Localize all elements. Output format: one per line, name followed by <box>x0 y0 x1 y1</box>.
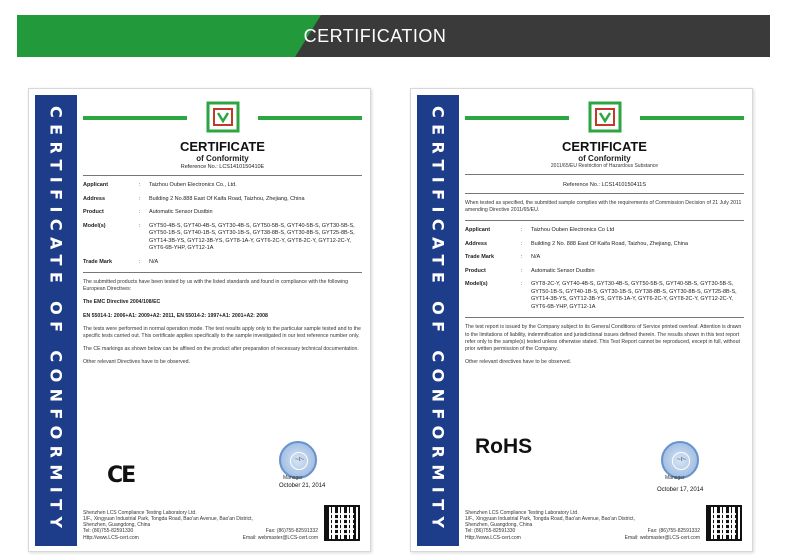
divider <box>465 317 744 318</box>
field-value: N/A <box>531 254 541 261</box>
lab-footer <box>83 510 318 541</box>
reference-number: Reference No.: LCS1410150411S <box>562 182 647 188</box>
field-key: Applicant <box>83 182 109 188</box>
footer-web: Http://www.LCS-cert.com <box>83 534 139 541</box>
logo-line-right <box>258 116 362 120</box>
field-trade-mark: Trade Mark : N/A <box>83 259 362 267</box>
qr-code-icon <box>706 505 742 541</box>
logo-row <box>83 101 362 135</box>
field-key: Applicant <box>465 227 491 234</box>
qr-code-icon <box>324 505 360 541</box>
reference-number: Reference No.: LCS1410150410E <box>180 164 265 170</box>
rohs-certificate <box>410 88 753 552</box>
certificate-title: CERTIFICATE <box>180 139 265 154</box>
logo-line-left <box>83 116 187 120</box>
rohs-mark: RoHS <box>475 435 533 458</box>
footer-fax: Fax: (86)755-82591332 <box>265 528 318 535</box>
field-address: Address : Building 2 No.888 East Of Kaifa Road, Taizhou, Zhejiang, China <box>83 196 362 204</box>
certificate-body <box>465 95 744 545</box>
certificate-subtitle: of Conformity <box>578 154 631 163</box>
field-key: Trade Mark <box>465 254 495 261</box>
field-value: Taizhou Ouben Electronics Co Ltd <box>531 227 615 234</box>
certificate-subtitle: of Conformity <box>196 154 249 163</box>
test-paragraph: The tests were performed in normal operation mode. The test results apply only to the particular sample tested and to the specific tests carried out. This certificate applies specifically to the sample investigated in our test reference number only. <box>83 325 361 340</box>
field-key: Address <box>465 240 488 247</box>
field-value: Building 2 No.888 East Of Kaifa Road, Taizhou, Zhejiang, China <box>149 195 305 202</box>
field-key: Trade Mark <box>83 258 113 265</box>
manager-label: Manager <box>665 475 685 481</box>
field-address: Address : Building 2 No. 888 East Of Kaifa Road, Taizhou, Zhejiang, China <box>465 241 744 249</box>
side-banner <box>35 95 77 546</box>
certificate-title: CERTIFICATE <box>562 139 647 154</box>
footer-lab-name: Shenzhen LCS Compliance Testing Laboratory Ltd. <box>465 509 579 516</box>
field-value: Taizhou Ouben Electronics Co., Ltd. <box>149 182 237 188</box>
compliance-paragraph: The submitted products have been tested by us with the listed standards and found in compliance with the following European Directives: <box>83 279 349 293</box>
directive-text: The EMC Directive 2004/108/EC <box>83 299 161 306</box>
issue-date: October 21, 2014 <box>279 483 326 489</box>
field-models: Model(s) : GYT8-2C-Y, GYT40-4B-S, GYT30-4B-S, GYT50-5B-S, GYT40-5B-S, GYT30-5B-S, GYT50-1B-S, GYT40-1B-S, GYT30-1B-S, GYT38-8B-S, GYT30-8B-S, GYT25-8B-S, GYT14-3B-YS, GYT12-3B-YS, GYT8-1A-Y, GYT6-2C-Y, GYT8-2C-Y, GYT12-2C-Y, GYT6-6B-YHP, GYT12-1A <box>465 281 744 311</box>
footer-address-1: 1/F., Xingyuan Industrial Park, Tongda Road, Bao'an Avenue, Bao'an District, <box>465 515 635 522</box>
divider <box>465 220 744 221</box>
side-banner <box>417 95 459 546</box>
standards-text: EN 55014-1: 2006+A1: 2009+A2: 2011, EN 55014-2: 1997+A1: 2001+A2: 2008 <box>83 312 268 319</box>
field-product: Product : Automatic Sensor Dustbin <box>465 268 744 276</box>
divider <box>83 272 362 273</box>
lab-footer <box>465 510 700 541</box>
lcs-logo-icon <box>206 101 240 133</box>
footer-address-1: 1/F., Xingyuan Industrial Park, Tongda Road, Bao'an Avenue, Bao'an District, <box>83 515 253 522</box>
divider <box>465 174 744 175</box>
field-value: GYT8-2C-Y, GYT40-4B-S, GYT30-4B-S, GYT50-5B-S, GYT40-5B-S, GYT30-5B-S, GYT50-1B-S, GYT40-1B-S, GYT30-1B-S, GYT38-8B-S, GYT30-8B-S, GYT25-8B-S, GYT14-3B-YS, GYT12-3B-YS, GYT8-1A-Y, GYT6-2C-Y, GYT8-2C-Y, GYT12-2C-Y, GYT6-6B-YHP, GYT12-1A <box>531 281 737 310</box>
field-key: Address <box>83 195 106 202</box>
logo-line-right <box>640 116 744 120</box>
footer-email: Email: webmaster@LCS-cert.com <box>624 534 700 541</box>
other-directives-paragraph: Other relevant directives have to be observed. <box>465 359 572 366</box>
ce-mark: CE <box>107 463 135 488</box>
certification-banner <box>17 15 770 57</box>
certificate-directive: 2011/65/EU Restriction of Hazardous Substance <box>550 163 659 169</box>
field-value: Building 2 No. 888 East Of Kaifa Road, Taizhou, Zhejiang, China <box>531 240 689 247</box>
field-key: Product <box>465 267 486 274</box>
logo-line-left <box>465 116 569 120</box>
intro-paragraph: When tested as specified, the submitted sample complies with the requirements of Commission Decision of 21 July 2011 amending Directive 2011/65/EU. <box>465 200 742 214</box>
ce-certificate <box>28 88 371 552</box>
field-value: Automatic Sensor Dustbin <box>531 267 595 274</box>
field-applicant: Applicant : Taizhou Ouben Electronics Co Ltd <box>465 227 744 235</box>
other-directives-paragraph: Other relevant Directives have to be observed. <box>83 359 190 366</box>
field-product: Product : Automatic Sensor Dustbin <box>83 209 362 217</box>
side-banner-text: CERTIFICATE OF CONFORMITY <box>46 106 66 535</box>
field-value: N/A <box>149 258 159 265</box>
footer-fax: Fax: (86)755-82591332 <box>647 528 700 535</box>
banner-title: CERTIFICATION <box>303 26 447 46</box>
manager-label: Manager <box>283 475 303 481</box>
field-key: Model(s) <box>83 222 106 229</box>
divider <box>465 193 744 194</box>
footer-address-2: Shenzhen, Guangdong, China <box>465 522 533 529</box>
signature: ~ℓ~ <box>677 457 686 463</box>
footer-address-2: Shenzhen, Guangdong, China <box>83 522 151 529</box>
footer-tel: Tel: (86)755-82591330 <box>83 528 134 535</box>
field-key: Model(s) <box>465 281 488 288</box>
field-models: Model(s) : GYT50-4B-S, GYT40-4B-S, GYT30-4B-S, GYT50-5B-S, GYT40-5B-S, GYT30-5B-S, GYT50-1B-S, GYT40-1B-S, GYT30-1B-S, GYT38-8B-S, GYT30-8B-S, GYT25-8B-S, GYT14-3B-YS, GYT12-3B-YS, GYT8-1A-Y, GYT6-2C-Y, GYT8-2C-Y, GYT12-2C-Y, GYT6-6B-YHP, GYT12-1A <box>83 223 362 253</box>
certificate-body <box>83 95 362 545</box>
footer-lab-name: Shenzhen LCS Compliance Testing Laboratory Ltd. <box>83 509 197 516</box>
divider <box>83 175 362 176</box>
field-key: Product <box>83 209 104 215</box>
ce-marking-paragraph: The CE markings as shown below can be affixed on the product after preparation of necessary technical documentation. <box>83 346 359 353</box>
field-value: GYT50-4B-S, GYT40-4B-S, GYT30-4B-S, GYT50-5B-S, GYT40-5B-S, GYT30-5B-S, GYT50-1B-S, GYT40-1B-S, GYT30-1B-S, GYT38-8B-S, GYT30-8B-S, GYT25-8B-S, GYT14-3B-YS, GYT12-3B-YS, GYT8-1A-Y, GYT6-2C-Y, GYT8-2C-Y, GYT12-2C-Y, GYT6-6B-YHP, GYT12-1A <box>149 222 355 251</box>
field-applicant: Applicant : Taizhou Ouben Electronics Co., Ltd. <box>83 182 362 190</box>
field-trade-mark: Trade Mark : N/A <box>465 254 744 262</box>
signature: ~ℓ~ <box>295 457 304 463</box>
footer-tel: Tel: (86)755-82591330 <box>465 528 516 535</box>
side-banner-text: CERTIFICATE OF CONFORMITY <box>428 106 448 535</box>
footer-email: Email: webmaster@LCS-cert.com <box>242 534 318 541</box>
logo-row <box>465 101 744 135</box>
report-paragraph: The test report is issued by the Company subject to its General Conditions of Service printed overleaf. Attention is drawn to the limitations of liability, indemnification and jurisdictional issues defined therein. The results shown in this test report refer only to the sample(s) tested unless otherwise stated. This Test Report cannot be reproduced, except in full, without prior written permission of the Company. <box>465 324 742 353</box>
issue-date: October 17, 2014 <box>657 487 704 493</box>
footer-web: Http://www.LCS-cert.com <box>465 534 521 541</box>
field-value: Automatic Sensor Dustbin <box>149 209 213 215</box>
lcs-logo-icon <box>588 101 622 133</box>
